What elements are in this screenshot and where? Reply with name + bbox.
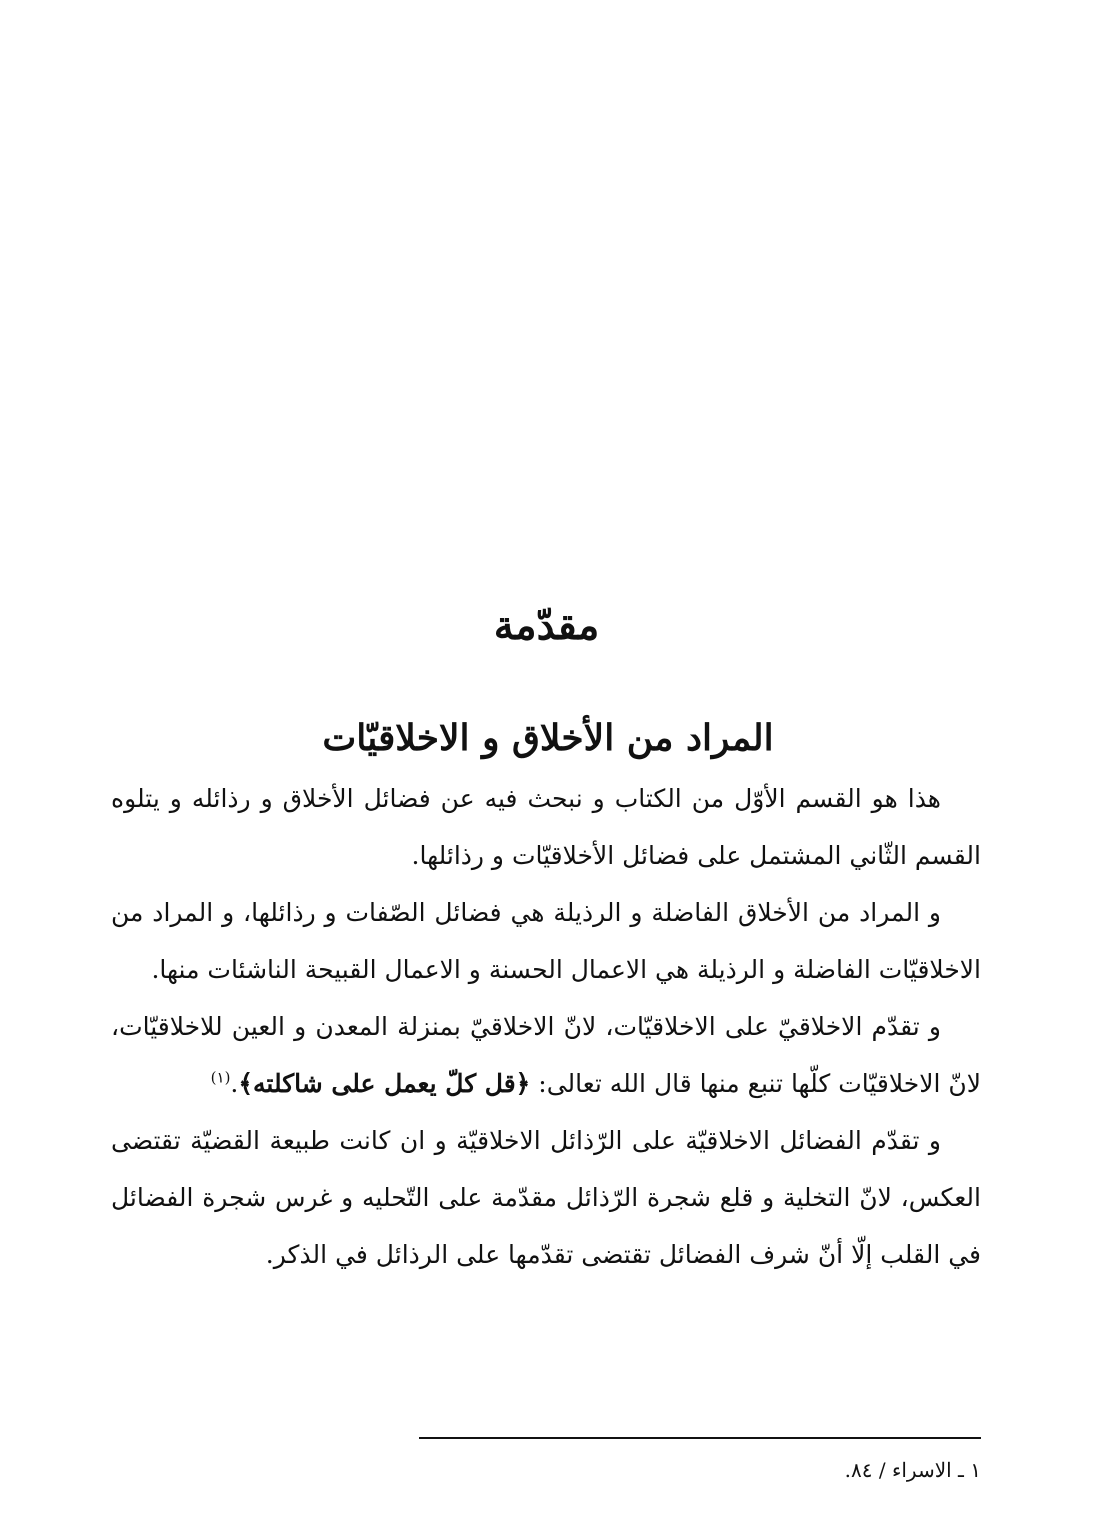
paragraph — [111, 998, 981, 1112]
paragraph: هذا هو القسم الأوّل من الكتاب و نبحث فيه عن فضائل الأخلاق و رذائله و يتلوه القسم الثّاني المشتمل على فضائل الأخلاقيّات و رذائلها. — [111, 784, 981, 870]
footnote-divider — [419, 1437, 981, 1439]
chapter-title: مقدّمة — [493, 602, 600, 649]
footnote-reference[interactable]: (١) — [210, 1068, 231, 1087]
body-text — [111, 770, 981, 1283]
paragraph: و تقدّم الفضائل الاخلاقيّة على الرّذائل الاخلاقيّة و ان كانت طبيعة القضيّة تقتضى العكس، لانّ التخلية و قلع شجرة الرّذائل مقدّمة على التّحليه و غرس شجرة الفضائل في القلب إلّا أنّ شرف الفضائل تقتضى تقدّمها على الرذائل في الذكر. — [111, 1126, 981, 1269]
paragraph-text: و تقدّم الاخلاقيّ على الاخلاقيّات، لانّ الاخلاقيّ بمنزلة المعدن و العين للاخلاقيّات، لانّ الاخلاقيّات كلّها تنبع منها قال الله تعالى: — [111, 1012, 981, 1098]
paragraph-text-end: . — [230, 1069, 239, 1098]
section-title: المراد من الأخلاق و الاخلاقيّات — [322, 717, 774, 759]
paragraph: و المراد من الأخلاق الفاضلة و الرذيلة هي فضائل الصّفات و رذائلها، و المراد من الاخلاقيّات الفاضلة و الرذيلة هي الاعمال الحسنة و الاعمال القبيحة الناشئات منها. — [111, 898, 981, 984]
footnote: ١ ـ الاسراء / ٨٤. — [844, 1458, 981, 1482]
quran-quote: ﴿قل كلّ يعمل على شاكلته﴾ — [238, 1069, 531, 1098]
